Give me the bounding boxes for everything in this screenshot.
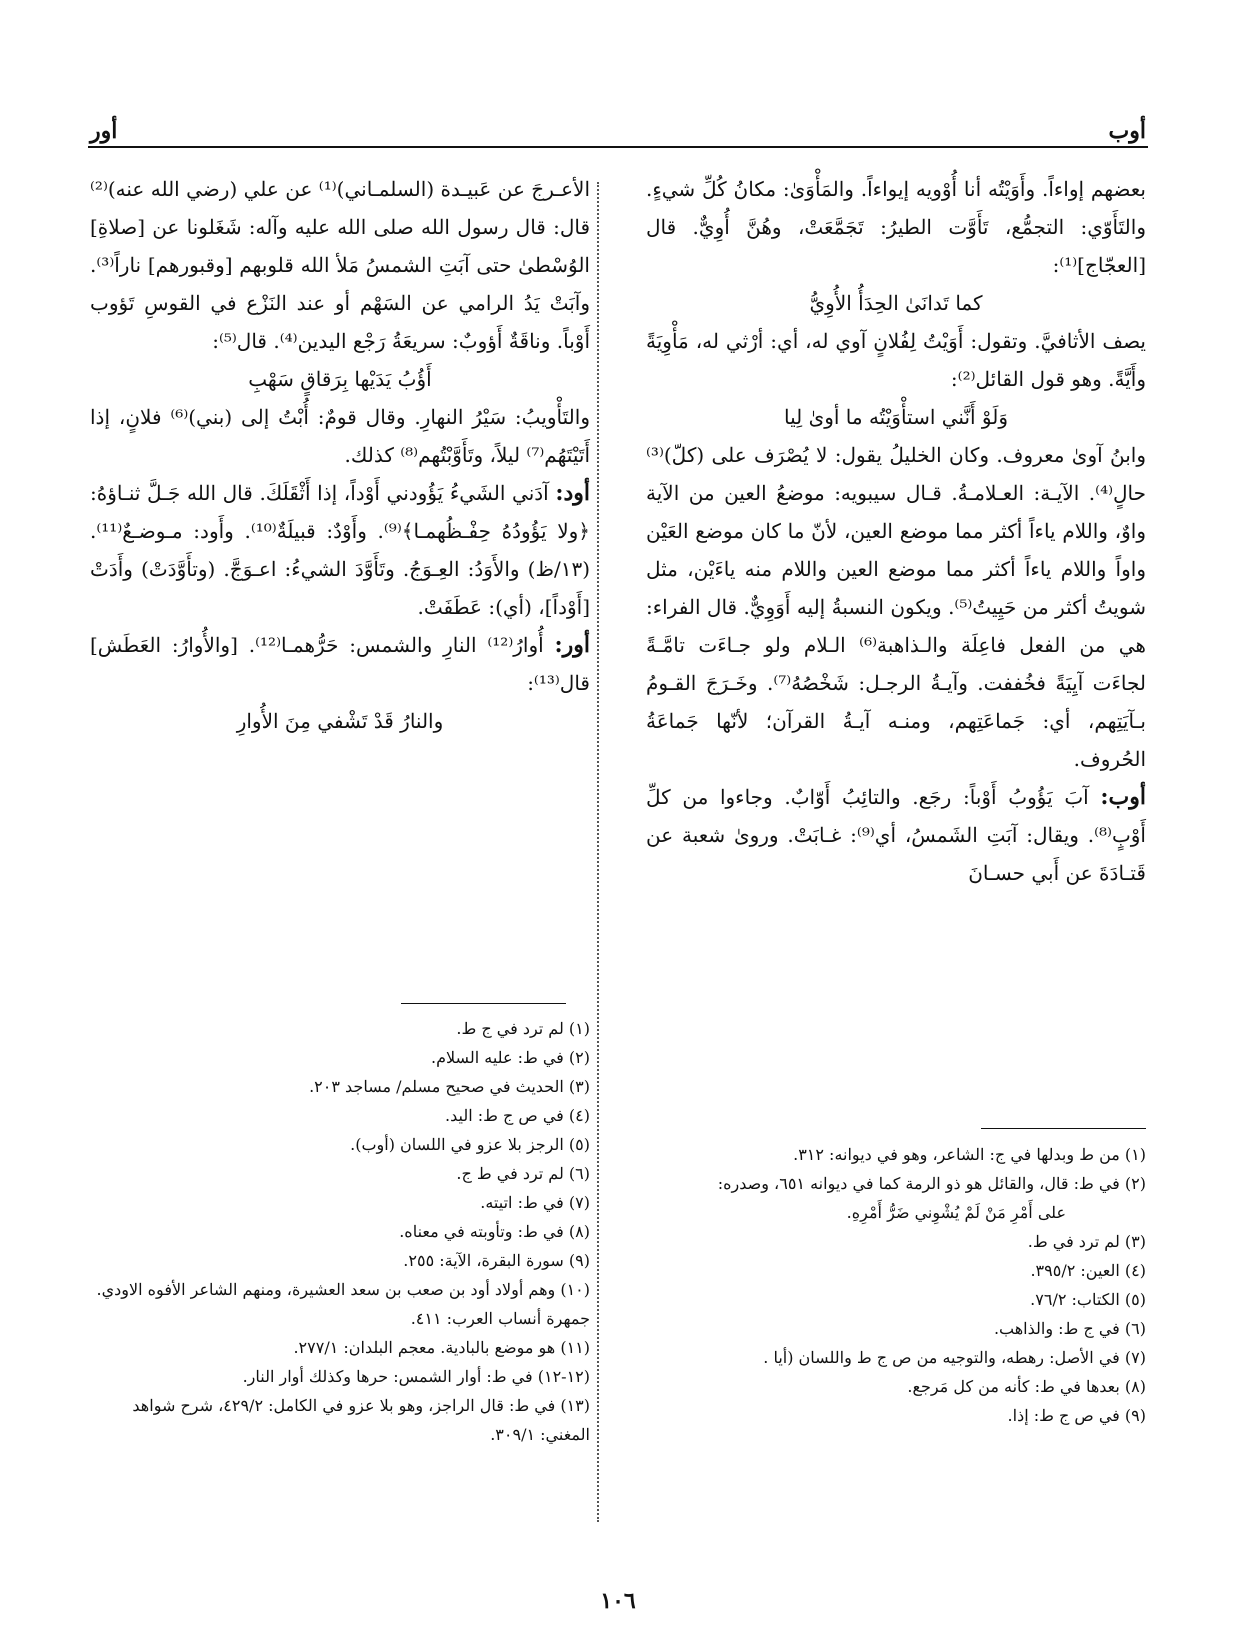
right-verse-2: وَلَوْ أَنَّني استأْوَيْتُه ما أوىٰ لِيا <box>783 405 1009 429</box>
footnote: (١١) هو موضع بالبادية. معجم البلدان: ٢٧٧/١. <box>293 1338 590 1357</box>
footnote: (٤) في ص ج ط: اليد. <box>445 1106 590 1125</box>
footnote: (٣) لم ترد في ط. <box>1027 1232 1146 1251</box>
right-paragraph-3: وابنُ آوىٰ معروف. وكان الخليلُ يقول: لا يُصْرَف على (كلّ)⁽³⁾ حالٍ⁽⁴⁾. الآيـة: العـلامـةُ. قـال سيبويه: موضعُ العين من الآية واوٌ، واللام ياءاً أكثر مما موضع العين، لأنّ ما كان موضع العَيْن واواً واللام ياءاً أكثر مما موضع العين واللام منه ياءَيْن، مثل شويتُ أكثر من حَيِيتُ⁽⁵⁾. ويكون النسبةُ إليه أَوَوِيٌّ. قال الفراء: هي من الفعل فاعِلَة والـذاهبة⁽⁶⁾ الـلام ولو جـاءَت تامَّـةً لجاءَت آيِيَةً فخُففت. وآيـةُ الرجـل: شَخْصُهُ⁽⁷⁾. وخَـرَجَ القـومُ بـآيَتِهم، أي: جَماعَتِهم، ومنـه آيـةُ القرآن؛ لأنّها جَماعَةُ الحُروف. <box>646 443 1146 771</box>
header-rule <box>88 146 1148 148</box>
footnote: (٤) العين: ٣٩٥/٢. <box>1030 1261 1146 1280</box>
footnote: (٩) في ص ج ط: إذا. <box>1007 1406 1146 1425</box>
column-divider <box>597 182 599 1522</box>
entry-headword-awr: أور: <box>554 632 591 658</box>
left-paragraph-4 <box>90 626 590 702</box>
left-verse-1: أَؤُبُ يَدَيْها بِرَقاقٍ سَهْبِ <box>248 367 432 391</box>
right-paragraph-2: يصف الأثافيَّ. وتقول: أَوَيْتُ لِفُلانٍ آوي له، أي: أرْثي له، مَأْوِيَةً وأَيَّةً. وهو قول القائل⁽²⁾: <box>646 329 1146 391</box>
header-left-word: أور <box>90 118 118 144</box>
left-paragraph-3 <box>90 474 590 626</box>
entry-text-awb: آبَ يَؤُوبُ أَوْباً: رجَع. والتائِبُ أَوّابٌ. وجاءوا من كلِّ أَوْبٍ⁽⁸⁾. ويقال: آبَتِ الشَمسُ، أي⁽⁹⁾: غـابَتْ. وروىٰ شعبة عن قَتـادَةَ عن أَبي حسـانَ <box>646 785 1146 885</box>
entry-text-awd: آدَني الشَيءُ يَؤُودني أَوْداً، إذا أَثْقَلَكَ. قال الله جَـلَّ ثنـاؤهُ: ﴿ولا يَؤُودُهُ حِفْـظُهمـا﴾⁽⁹⁾. وأَوْدٌ: قبيلَةٌ⁽¹⁰⁾. وأَود: مـوضـعٌ⁽¹¹⁾. (١٣/ظ) والأَوَدُ: العِـوَجُ. وتَأَوَّدَ الشيءُ: اعـوَجَّ. (وتأَوَّدَتْ) وأَدَتْ [أَوْداً]، (أي): عَطَفَتْ. <box>90 481 590 619</box>
footnote: (٨) بعدها في ط: كأنه من كل مَرجع. <box>907 1377 1146 1396</box>
entry-text-awr: أُوارُ⁽¹²⁾ النارِ والشمس: حَرُّهمـا⁽¹²⁾. [والأُوارُ: العَطَش] قال⁽¹³⁾: <box>90 633 590 695</box>
footnote: (١) من ط وبدلها في ج: الشاعر، وهو في ديوانه: ٣١٢. <box>793 1145 1146 1164</box>
footnote: (١٢-١٢) في ط: أوار الشمس: حرها وكذلك أوار النار. <box>242 1367 590 1386</box>
footnote: (٩) سورة البقرة، الآية: ٢٥٥. <box>403 1251 590 1270</box>
left-paragraph-1: الأعـرجَ عن عَبيـدة (السلمـاني)⁽¹⁾ عن علي (رضي الله عنه)⁽²⁾ قال: قال رسول الله صلى الله عليه وآله: شَغَلونا عن [صلاةِ] الوُسْطىٰ حتى آبَتِ الشمسُ مَلأ الله قلوبهم [وقبورهم] ناراً⁽³⁾. وآبَتْ يَدُ الرامي عن السَهْم أو عند النَزْع في القوسِ تَؤوب أَوْباً. وناقَةٌ أَؤوبٌ: سريعَةُ رَجْع اليدين⁽⁴⁾. قال⁽⁵⁾: <box>90 177 590 353</box>
footnote: (١) لم ترد في ج ط. <box>456 1019 590 1038</box>
footnote: (٢) في ط: قال، والقائل هو ذو الرمة كما في ديوانه ٦٥١، وصدره: <box>717 1174 1146 1193</box>
footnote: (٦) في ج ط: والذاهب. <box>993 1319 1146 1338</box>
left-column <box>90 170 590 740</box>
footnote: (٥) الكتاب: ٧٦/٢. <box>1030 1290 1146 1309</box>
footnote: (١٠) وهم أولاد أود بن صعب بن سعد العشيرة، ومنهم الشاعر الأفوه الاودي. جمهرة أنساب العرب: ٤١١. <box>96 1280 590 1328</box>
left-verse-2: والنارُ قَدْ تَشْفي مِنَ الأُوارِ <box>236 709 444 733</box>
footnote: (٥) الرجز بلا عزو في اللسان (أوب). <box>350 1135 590 1154</box>
footnote: (٨) في ط: وتأوبته في معناه. <box>399 1222 590 1241</box>
left-paragraph-2: والتَأْويبُ: سَيْرُ النهارِ. وقال قومٌ: أُبْتُ إلى (بني)⁽⁶⁾ فلانٍ، إذا أَتَيْتَهُم⁽⁷⁾ ليلاً، وتَأَوَّبْتُهم⁽⁸⁾ كذلك. <box>90 405 590 467</box>
right-verse-1: كما تَدانَىٰ الحِدَأُ الأُوِيُّ <box>809 291 983 315</box>
right-footnotes <box>646 1140 1146 1430</box>
header-right-word: أوب <box>1108 118 1146 144</box>
footnote: (١٣) في ط: قال الراجز، وهو بلا عزو في الكامل: ٤٢٩/٢، شرح شواهد المغني: ٣٠٩/١. <box>132 1396 590 1444</box>
right-column <box>646 170 1146 892</box>
footnote: (٦) لم ترد في ط ج. <box>456 1164 590 1183</box>
entry-headword-awd: أود: <box>555 480 591 506</box>
footnote: على أَمْرِ مَنْ لَمْ يُشْوِني ضَرُّ أَمْرِهِ. <box>846 1203 1066 1222</box>
left-footnote-rule <box>401 1003 566 1004</box>
page-number: ١٠٦ <box>600 1588 636 1614</box>
footnote: (٣) الحديث في صحيح مسلم/ مساجد ٢٠٣. <box>309 1077 590 1096</box>
right-footnote-rule <box>981 1128 1146 1129</box>
footnote: (٧) في الأصل: رهطه، والتوجيه من ص ج ط واللسان (أيا . <box>763 1348 1146 1367</box>
right-paragraph-1: بعضهم إواءاً. وأَوَيْتُه أنا أُوْويه إيواءاً. والمَأْوَىٰ: مكانُ كُلِّ شيءٍ. والتَأَوّي: التجمُّع، تَأَوَّت الطيرُ: تَجَمَّعَتْ، وهُنَّ أُوِيٌّ. قال [العجّاج]⁽¹⁾: <box>646 177 1146 277</box>
footnote: (٢) في ط: عليه السلام. <box>431 1048 590 1067</box>
right-paragraph-4 <box>646 778 1146 892</box>
entry-headword-awb: أوب: <box>1100 784 1146 810</box>
footnote: (٧) في ط: اتيته. <box>480 1193 590 1212</box>
left-footnotes <box>90 1014 590 1449</box>
